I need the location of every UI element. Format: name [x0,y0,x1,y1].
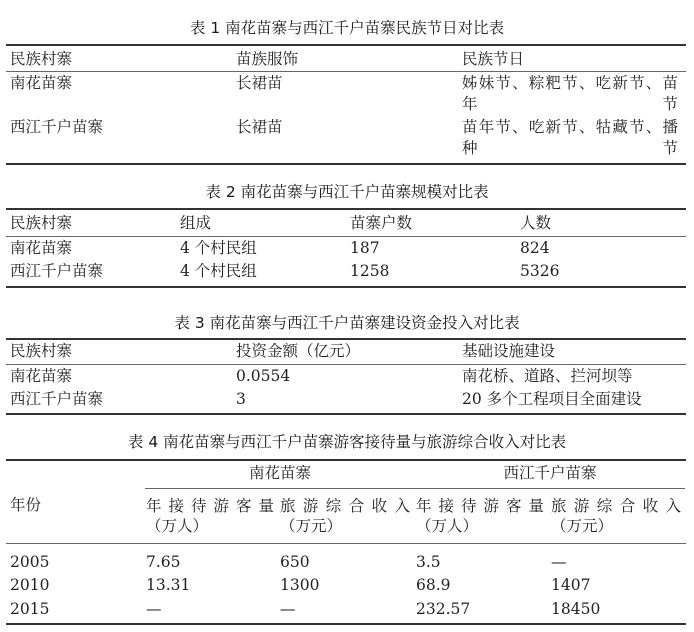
table2-header-village: 民族村寨 [10,214,73,232]
table1-row2-village: 西江千户苗寨 [10,118,104,136]
table4-top-rule [6,459,686,461]
table1-bottom-rule [6,163,686,165]
table2-title: 表 2 南花苗寨与西江千户苗寨规模对比表 [205,183,489,201]
table4-bottom-rule [6,623,686,625]
table4-row2015-xijiang-income: 18450 [551,600,601,618]
table3-header-rule [6,364,686,365]
table3-row1-investment: 0.0554 [236,367,291,385]
table2-row1-village: 南花苗寨 [10,239,73,257]
table4-row2015-year: 2015 [10,600,50,618]
table4-header-rule [6,543,686,544]
table4-row2005-nanhua-income: 650 [280,553,310,571]
table3-row2-investment: 3 [236,390,246,408]
table2-row1-composition: 4 个村民组 [180,239,257,257]
table4-row2015-xijiang-visitors: 232.57 [416,600,471,618]
table2-header-composition: 组成 [180,214,212,232]
table3-row2-infrastructure: 20 多个工程项目全面建设 [462,390,642,408]
table1-header-festival: 民族节日 [462,50,525,68]
table4-row2010-nanhua-visitors: 13.31 [146,576,191,594]
table3-bottom-rule [6,413,686,415]
table4-nanhua-visitors-unit: （万人） [146,517,209,535]
table4-row2010-xijiang-visitors: 68.9 [416,576,451,594]
table1-row1-costume: 长裙苗 [236,74,283,92]
table3-header-village: 民族村寨 [10,342,73,360]
table2-row1-population: 824 [520,239,550,257]
table4-row2010-nanhua-income: 1300 [280,576,320,594]
table2-header-population: 人数 [520,214,552,232]
table2-row2-households: 1258 [350,262,390,280]
table1-header-rule [6,71,686,72]
table1-row2-festival: 苗年节、吃新节、牯藏节、播种节 [462,118,678,157]
table4-row2005-xijiang-visitors: 3.5 [416,553,441,571]
table2-header-rule [6,236,686,237]
table4-xijiang-visitors-unit: （万人） [416,517,479,535]
table4-group-rule [145,488,685,489]
table3-header-investment: 投资金额（亿元） [236,342,361,360]
table2-header-households: 苗寨户数 [350,214,413,232]
table1-header-costume: 苗族服饰 [236,50,299,68]
table4-xijiang-income-unit: （万元） [551,517,614,535]
table3-row1-infrastructure: 南花桥、道路、拦河坝等 [462,367,633,385]
table2-row2-composition: 4 个村民组 [180,262,257,280]
table4-title: 表 4 南花苗寨与西江千户苗寨游客接待量与旅游综合收入对比表 [127,433,567,451]
table4-row2005-year: 2005 [10,553,50,571]
table3-top-rule [6,338,686,340]
table4-group-xijiang: 西江千户苗寨 [503,464,597,482]
table1-top-rule [6,44,686,46]
table3-title: 表 3 南花苗寨与西江千户苗寨建设资金投入对比表 [174,314,520,332]
table1-row2-costume: 长裙苗 [236,118,283,136]
table2-row2-village: 西江千户苗寨 [10,262,104,280]
table3-row1-village: 南花苗寨 [10,367,73,385]
table4-row2005-xijiang-income: — [551,553,567,571]
table4-xijiang-income-label: 旅游综合收入 [551,497,681,515]
table4-group-nanhua: 南花苗寨 [248,464,311,482]
table3-row2-village: 西江千户苗寨 [10,390,104,408]
table4-row2015-nanhua-visitors: — [146,600,162,618]
table4-row2015-nanhua-income: — [280,600,296,618]
table2-top-rule [6,208,686,210]
table2-row1-households: 187 [350,239,380,257]
table1-row1-festival: 姊妹节、粽粑节、吃新节、苗年节 [462,74,678,113]
table4-header-year: 年份 [10,496,42,514]
table1-title: 表 1 南花苗寨与西江千户苗寨民族节日对比表 [189,19,505,37]
table4-row2005-nanhua-visitors: 7.65 [146,553,181,571]
table4-nanhua-income-label: 旅游综合收入 [280,497,410,515]
table4-xijiang-visitors-label: 年接待游客量 [416,497,544,515]
table2-bottom-rule [6,286,686,288]
table4-nanhua-income-unit: （万元） [280,517,343,535]
table1-row1-village: 南花苗寨 [10,74,73,92]
table4-row2010-year: 2010 [10,576,50,594]
table1-header-village: 民族村寨 [10,50,73,68]
table3-header-infrastructure: 基础设施建设 [462,342,556,360]
table2-row2-population: 5326 [520,262,560,280]
table4-nanhua-visitors-label: 年接待游客量 [146,497,274,515]
table4-row2010-xijiang-income: 1407 [551,576,591,594]
